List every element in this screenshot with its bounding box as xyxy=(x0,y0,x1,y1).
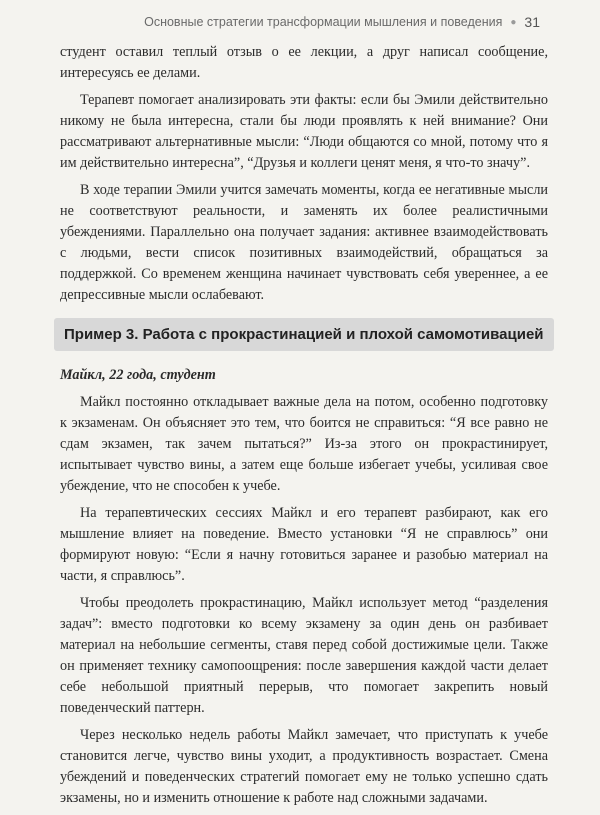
page-number: 31 xyxy=(524,14,540,30)
page-body xyxy=(60,42,548,815)
bullet-icon: ● xyxy=(510,16,517,28)
paragraph: студент оставил теплый отзыв о ее лекции, а друг написал сообщение, интересуясь ее делами. xyxy=(60,44,548,81)
example-heading: Пример 3. Работа с прокрастинацией и плохой самомотивацией xyxy=(54,318,554,351)
paragraph: Через несколько недель работы Майкл замечает, что приступать к учебе становится легче, чувство вины уходит, а продуктивность возрастает. Смена убеждений и поведенческих стратегий помогает ему не только успешно сдать экзамены, но и изменить отношение к работе над сложными задачами. xyxy=(60,727,548,806)
paragraph: На терапевтических сессиях Майкл и его терапевт разбирают, как его мышление влияет на поведение. Вместо установки “Я не справлюсь” они формируют новую: “Если я начну готовиться заранее и разобью материал на части, я справлюсь”. xyxy=(60,505,548,584)
paragraph: Майкл постоянно откладывает важные дела на потом, особенно подготовку к экзаменам. Он объясняет это тем, что боится не справиться: “Я все равно не сдам экзамен, так зачем пытаться?” Из-за этого он прокрастинирует, испытывает чувство вины, а затем еще больше избегает учебы, усиливая свое убеждение, что не способен к учебе. xyxy=(60,394,548,494)
example-subtitle: Майкл, 22 года, студент xyxy=(60,367,216,383)
running-header xyxy=(144,14,540,30)
paragraph: Терапевт помогает анализировать эти факты: если бы Эмили действительно никому не была интересна, стали бы люди проявлять к ней внимание? Они рассматривают альтернативные мысли: “Люди общаются со мной, потому что я им действительно интересна”, “Друзья и коллеги ценят меня, я что-то значу”. xyxy=(60,92,548,171)
paragraph: В ходе терапии Эмили учится замечать моменты, когда ее негативные мысли не соответствуют реальности, и заменять их более реалистичными убеждениями. Параллельно она получает задания: активнее взаимодействовать с людьми, вести список позитивных взаимодействий, обращаться за поддержкой. Со временем женщина начинает чувствовать себя увереннее, а ее депрессивные мысли ослабевают. xyxy=(60,182,548,303)
running-title: Основные стратегии трансформации мышления и поведения xyxy=(144,15,503,29)
paragraph: Чтобы преодолеть прокрастинацию, Майкл использует метод “разделения задач”: вместо подготовки ко всему экзамену за один день он разбивает материал на небольшие сегменты, ставя перед собой достижимые цели. Также он применяет технику самопоощрения: после завершения каждой части делает себе небольшой приятный перерыв, что помогает закрепить новый поведенческий паттерн. xyxy=(60,595,548,716)
